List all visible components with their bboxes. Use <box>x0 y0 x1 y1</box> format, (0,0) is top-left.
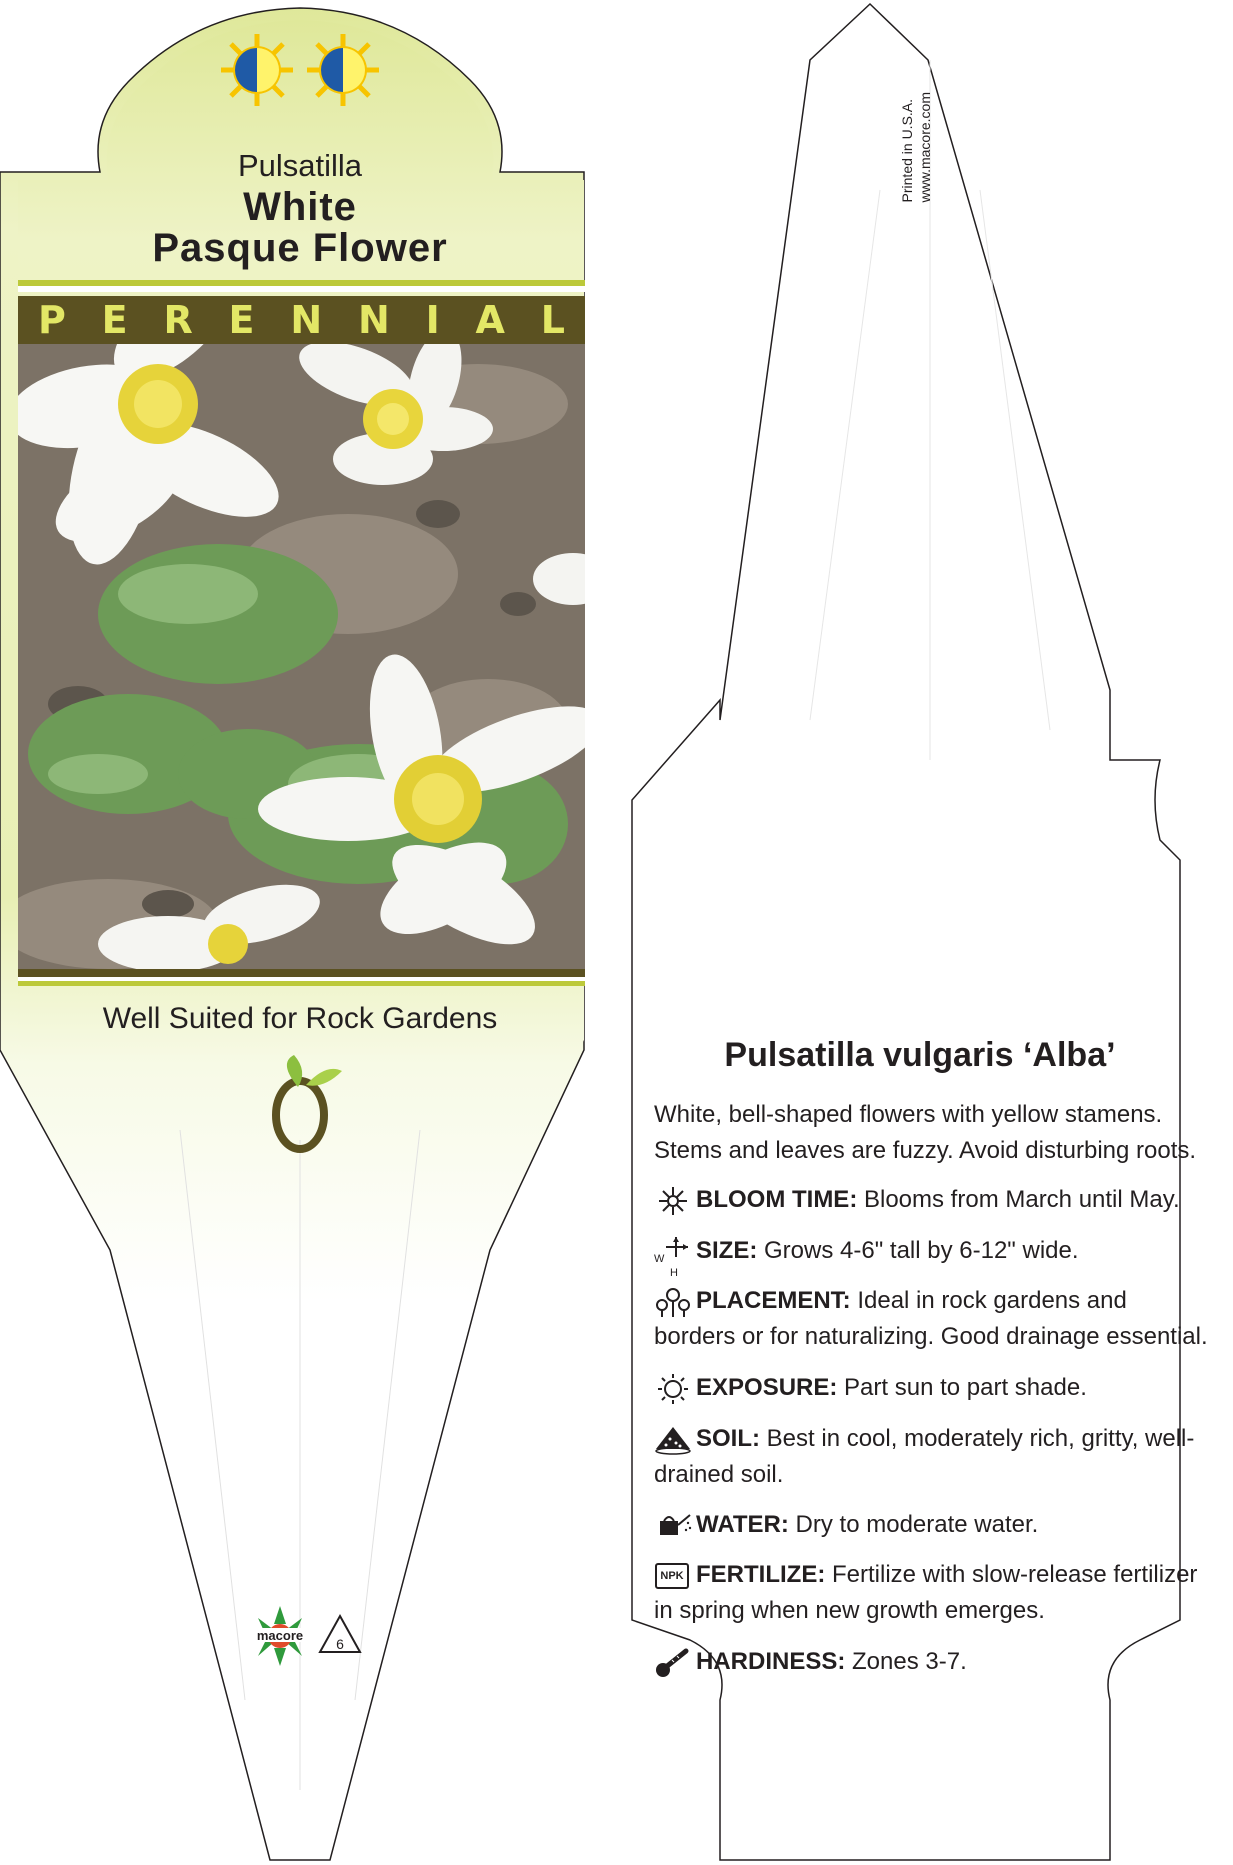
hardiness-label: HARDINESS: <box>696 1648 846 1675</box>
placement-row <box>654 1283 1210 1355</box>
thermometer-icon <box>654 1648 692 1678</box>
common-name-line2: Pasque Flower <box>152 226 448 270</box>
placement-text: Ideal in rock gardens and borders or for naturalizing. Good drainage essential. <box>654 1287 1208 1350</box>
bloom-time-label: BLOOM TIME: <box>696 1186 858 1213</box>
fertilize-label: FERTILIZE: <box>696 1561 826 1588</box>
size-icon-h: H <box>670 1266 678 1279</box>
soil-text: Best in cool, moderately rich, gritty, well-drained soil. <box>654 1425 1195 1488</box>
bloom-time-text: Blooms from March until May. <box>863 1186 1180 1213</box>
bloom-time-row <box>654 1182 1210 1218</box>
category-letter: I <box>425 298 440 342</box>
sun-icon <box>654 1374 692 1404</box>
category-letter: R <box>163 298 193 342</box>
size-icon <box>654 1237 692 1279</box>
watering-can-icon <box>654 1511 692 1541</box>
flower-photo <box>18 344 585 969</box>
soil-row <box>654 1421 1210 1493</box>
size-icon-w: W <box>654 1252 665 1265</box>
tagline: Well Suited for Rock Gardens <box>102 1002 498 1035</box>
water-row <box>654 1507 1210 1543</box>
hardiness-row <box>654 1644 1210 1680</box>
soil-label: SOIL: <box>696 1425 760 1452</box>
category-letter: L <box>540 298 565 342</box>
soil-icon <box>654 1425 692 1455</box>
category-letter: E <box>101 298 128 342</box>
printed-line1: Printed in U.S.A. <box>899 98 915 203</box>
recycle-number: 6 <box>336 1636 344 1652</box>
category-label <box>18 296 585 344</box>
placement-label: PLACEMENT: <box>696 1287 851 1314</box>
exposure-text: Part sun to part shade. <box>844 1374 1087 1401</box>
npk-label: NPK <box>655 1563 689 1589</box>
size-row <box>654 1233 1210 1279</box>
common-genus-title: Pulsatilla <box>237 148 363 183</box>
fertilize-text: Fertilize with slow-release fertilizer in spring when new growth emerges. <box>654 1561 1198 1624</box>
part-sun-icon <box>221 34 293 106</box>
exposure-row <box>654 1370 1210 1406</box>
macore-logo-text: macore <box>256 1628 304 1643</box>
placement-icon <box>654 1287 692 1317</box>
water-label: WATER: <box>696 1511 789 1538</box>
printed-line2: www.macore.com <box>917 92 933 203</box>
category-letter: P <box>38 298 66 342</box>
water-text: Dry to moderate water. <box>795 1511 1039 1538</box>
category-letter: E <box>228 298 255 342</box>
exposure-label: EXPOSURE: <box>696 1374 838 1401</box>
category-letter: A <box>475 298 505 342</box>
printed-in-usa <box>898 92 934 202</box>
plant-description: White, bell-shaped flowers with yellow stamens. Stems and leaves are fuzzy. Avoid disturbing roots. <box>654 1101 1197 1164</box>
hardiness-text: Zones 3-7. <box>852 1648 967 1675</box>
category-letter: N <box>290 298 323 342</box>
size-label: SIZE: <box>696 1237 758 1264</box>
category-letter: N <box>357 298 390 342</box>
fertilize-row <box>654 1557 1210 1629</box>
npk-icon <box>654 1561 692 1591</box>
part-sun-icon <box>307 34 379 106</box>
size-text: Grows 4-6" tall by 6-12" wide. <box>764 1237 1079 1264</box>
botanical-name: Pulsatilla vulgaris ‘Alba’ <box>724 1036 1116 1074</box>
common-name-line1: White <box>243 185 357 229</box>
flower-icon <box>654 1186 692 1216</box>
